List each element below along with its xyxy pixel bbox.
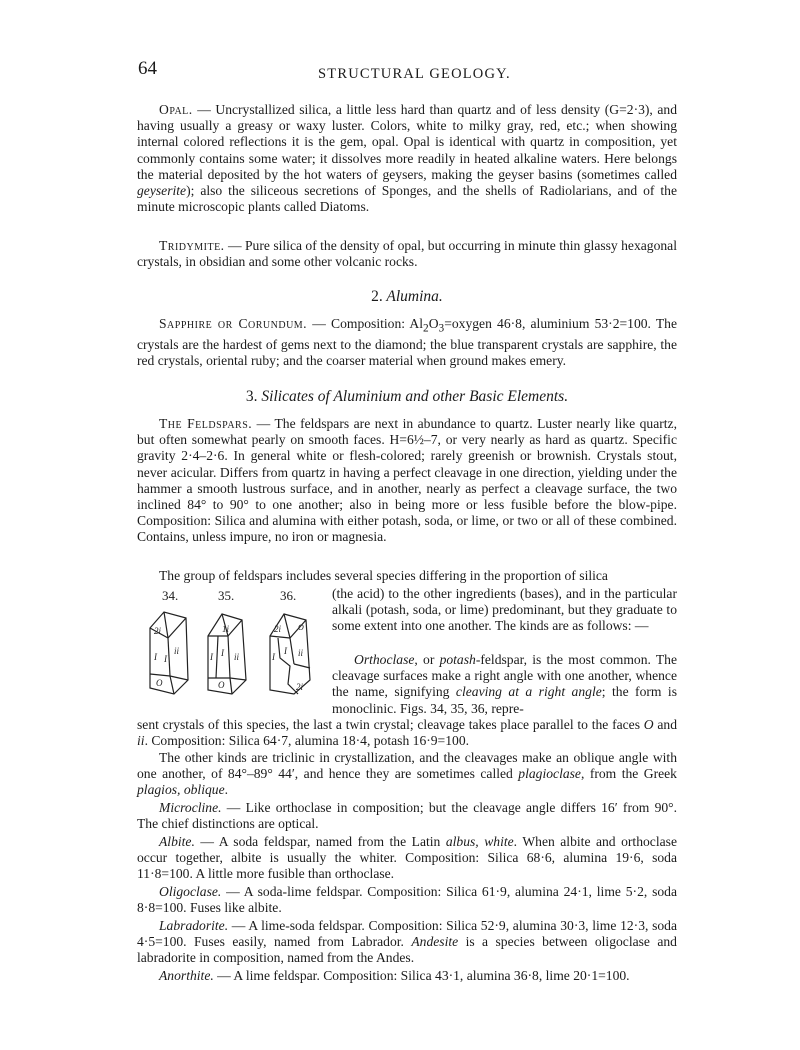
term-microcline: Microcline. <box>159 800 222 815</box>
fig34-label-5: O <box>156 678 163 688</box>
term-feldspars: The Feldspars. <box>159 416 253 431</box>
fig35-label-5: O <box>218 680 225 690</box>
section-heading-silicates: 3. Silicates of Aluminium and other Basic Elements. <box>245 388 569 405</box>
figure-34-number: 34. <box>162 588 179 603</box>
fig36-label-4: I <box>284 646 287 656</box>
section-heading-alumina: 2. Alumina. <box>371 288 443 305</box>
paragraph-tridymite: Tridymite. — Pure silica of the density of opal, but occurring in minute thin glassy hexagonal crystals, in obsidian and some other volcanic rocks. <box>137 238 677 270</box>
paragraph-oligoclase: Oligoclase. — A soda-lime feldspar. Composition: Silica 61·9, alumina 24·1, lime 5·2, soda 8·8=100. Fuses like albite. <box>137 884 677 916</box>
fig36-label-3: I <box>272 652 275 662</box>
running-title: STRUCTURAL GEOLOGY. <box>318 66 511 82</box>
fig36-label-1: 2i <box>274 624 282 634</box>
feldspar-crystal-figures <box>142 588 320 696</box>
paragraph-group-intro: The group of feldspars includes several species differing in the proportion of silica <box>159 568 608 583</box>
term-albite: Albite. <box>159 834 195 849</box>
paragraph-plagioclase: The other kinds are triclinic in crystallization, and the cleavages make an oblique angle with one another, of 84°–89° 44′, and hence they are sometimes called plagioclase, from the Greek plagios, oblique. <box>137 750 677 798</box>
paragraph-anorthite: Anorthite. — A lime feldspar. Composition: Silica 43·1, alumina 36·8, lime 20·1=100. <box>159 968 630 983</box>
page-number: 64 <box>138 58 157 79</box>
fig36-label-2: O <box>298 623 304 632</box>
figure-36-number: 36. <box>280 588 297 603</box>
fig35-label-4: ii <box>234 652 240 662</box>
paragraph-microcline: Microcline. — Like orthoclase in composition; but the cleavage angle differs 16′ from 90°. The chief distinctions are optical. <box>137 800 677 832</box>
paragraph-labradorite: Labradorite. — A lime-soda feldspar. Composition: Silica 52·9, alumina 30·3, lime 12·3, soda 4·5=100. Fuses easily, named from Labrador. Andesite is a species between oligoclase and labradorite in composition, named from the Andes. <box>137 918 677 966</box>
paragraph-opal: Opal. — Uncrystallized silica, a little less hard than quartz and of less density (G=2·3), and having usually a greasy or waxy luster. Colors, white to milky gray, red, etc.; when showing internal colored reflections it is the gem, opal. Opal is identical with quartz in composition, yet commonly contains some water; it dissolves more readily in heated alkaline waters. Here belongs the material deposited by the hot waters of geysers, making the geyser basins (sometimes called geyserite); also the siliceous secretions of Sponges, and the shells of Radiolarians, and of the minute microscopic plants called Diatoms. <box>137 102 677 215</box>
paragraph-orthoclase-continued: sent crystals of this species, the last a twin crystal; cleavage takes place parallel to the faces O and ii. Composition: Silica 64·7, alumina 18·4, potash 16·9=100. <box>137 717 677 749</box>
fig34-label-1: 2i <box>154 626 162 636</box>
fig34-label-2: I <box>154 652 157 662</box>
paragraph-albite: Albite. — A soda feldspar, named from the Latin albus, white. When albite and orthoclase occur together, albite is usually the whiter. Composition: Silica 68·6, alumina 19·6, soda 11·8=100. A little more fusible than orthoclase. <box>137 834 677 882</box>
paragraph-orthoclase: Orthoclase, or potash-feldspar, is the most common. The cleavage surfaces make a right angle with one another, whence the name, signifying cleaving at a right angle; the form is monoclinic. Figs. 34, 35, 36, repre- <box>332 652 677 716</box>
fig36-label-5: ii <box>298 648 304 658</box>
fig35-label-1: 1i <box>222 624 230 634</box>
term-opal: Opal. <box>159 102 193 117</box>
figure-35-crystal <box>208 614 246 694</box>
crystal-drawings <box>142 608 320 698</box>
paragraph-sapphire: Sapphire or Corundum. — Composition: $Al_2O_3=oxygen$ 46·8, aluminium 53·2=100. The crystals are the hardest of gems next to the diamond; the blue transparent crystals are sapphire, the red crystals, oriental ruby; and the coarser material when ground makes emery. <box>137 316 678 369</box>
term-tridymite: Tridymite. <box>159 238 225 253</box>
figure-35-number: 35. <box>218 588 235 603</box>
fig34-label-4: I <box>164 654 167 664</box>
term-labradorite: Labradorite. <box>159 918 229 933</box>
fig36-label-6: 2i <box>296 682 304 692</box>
term-anorthite: Anorthite. <box>159 968 214 983</box>
figure-34-crystal <box>150 612 188 694</box>
paragraph-feldspars: The Feldspars. — The feldspars are next in abundance to quartz. Luster nearly like quartz, but often somewhat pearly on smooth faces. H=6½–7, or very nearly as hard as quartz. Specific gravity 2·4–2·6. In general white or flesh-colored; rarely greenish or brownish. Crystals stout, never acicular. Differs from quartz in having a perfect cleavage in one direction, yielding under the hammer a smooth lustrous surface, and in another, nearly as perfect a cleavage surface, the two inclined 84° to 90° to one another; also in being more or less fusible before the blow-pipe. Composition: Silica and alumina with either potash, soda, or lime, or two or all of these combined. Contains, unless impure, no iron or magnesia. <box>137 416 677 545</box>
fig34-label-3: ii <box>174 646 180 656</box>
paragraph-group-wrap: (the acid) to the other ingredients (bases), and in the particular alkali (potash, soda, or lime) predominant, but they graduate to some extent into one another. The kinds are as follows: — <box>332 586 677 634</box>
fig35-label-2: I <box>210 652 213 662</box>
term-orthoclase: Orthoclase <box>354 652 415 667</box>
term-sapphire: Sapphire or Corundum. <box>159 316 308 331</box>
fig35-label-3: I <box>221 648 224 658</box>
term-oligoclase: Oligoclase. <box>159 884 222 899</box>
figure-36-crystal <box>270 614 310 694</box>
